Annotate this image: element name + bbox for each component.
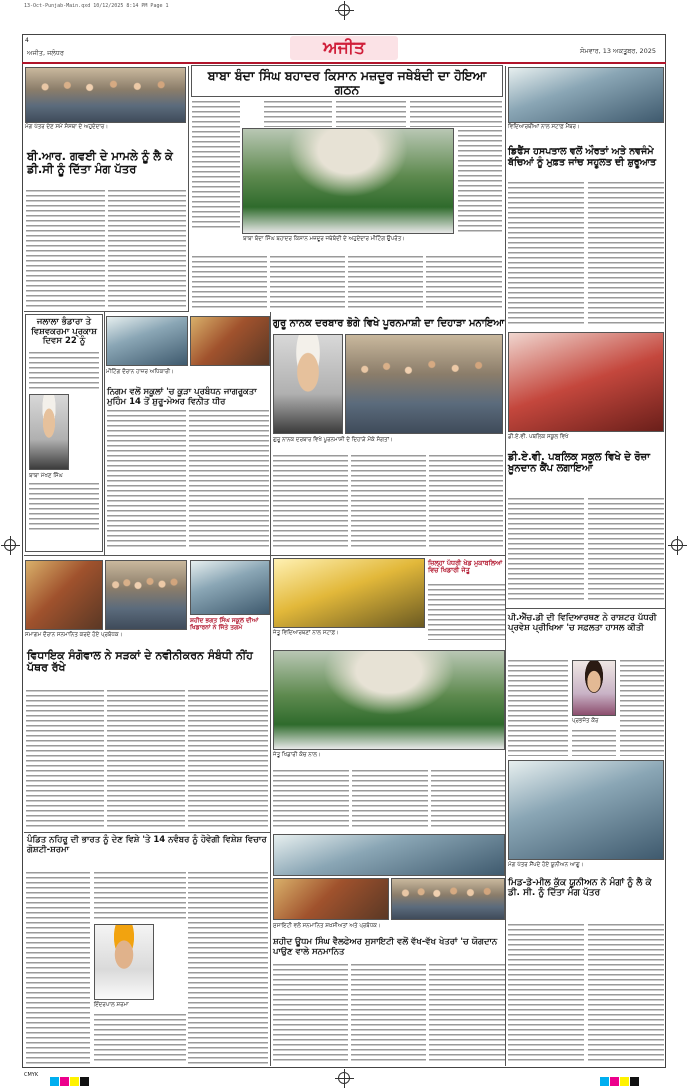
headline-yellowbox: ਜ਼ਿਲ੍ਹਾ ਪੱਧਰੀ ਖੇਡ ਮੁਕਾਬਲਿਆਂ ਵਿਚ ਖਿਡਾਰੀ ਜੇਤੂ — [428, 559, 503, 575]
headline-school-players: ਸ਼ਹੀਦ ਭਗਤ ਸਿੰਘ ਸਕੂਲ ਦੀਆਂ ਖਿਡਾਰਨਾਂ ਨੇ ਜਿੱਤੇ ਤਗਮੇ — [190, 617, 259, 631]
headline-dav: ਡੀ.ਏ.ਵੀ. ਪਬਲਿਕ ਸਕੂਲ ਵਿਖੇ ਦੇ ਰੋਜ਼ਾ ਖ਼ੂਨਦਾਨ ਕੈਂਪ ਲਗਾਇਆ — [508, 452, 650, 475]
photo-lead-jathebandi — [242, 128, 454, 234]
body-text-col — [270, 256, 345, 308]
body-text-col — [429, 455, 503, 550]
headline-vidhayak: ਵਿਧਾਇਕ ਸੰਗੋਵਾਲ ਨੇ ਸੜਕਾਂ ਦੇ ਨਵੀਨੀਕਰਨ ਸੰਬੰਧੀ ਨੀਂਹ ਪੱਥਰ ਰੱਖੇ — [27, 649, 253, 675]
photo-meeting-2 — [190, 316, 270, 366]
headline-gurunanak: ਗੁਰੂ ਨਾਨਕ ਦਰਬਾਰ ਭੋਗੇ ਵਿਖੇ ਪੂਰਨਮਾਸ਼ੀ ਦਾ ਦਿਹਾੜਾ ਮਨਾਇਆ — [273, 318, 505, 329]
body-text-col — [94, 872, 186, 920]
black-swatch — [80, 1077, 89, 1086]
body-text-col — [588, 498, 664, 603]
caption-lead: ਬਾਬਾ ਬੰਦਾ ਸਿੰਘ ਬਹਾਦਰ ਕਿਸਾਨ ਮਜ਼ਦੂਰ ਜਥੇਬੰਦੀ ਦੇ ਅਹੁਦੇਦਾਰ ਮੀਟਿੰਗ ਉਪਰੰਤ। — [243, 236, 405, 242]
caption-dav: ਡੀ.ਏ.ਵੀ. ਪਬਲਿਕ ਸਕੂਲ ਵਿਖੇ — [508, 434, 569, 440]
photo-baba-portrait — [29, 394, 69, 470]
photo-school — [190, 560, 270, 615]
body-text-col — [264, 101, 332, 127]
body-text-col — [508, 660, 568, 756]
caption-society: ਸੁਸਾਇਟੀ ਵਲੋਂ ਸਨਮਾਨਿਤ ਸ਼ਖ਼ਸੀਅਤਾਂ ਅਤੇ ਪ੍ਰਬੰਧਕ। — [273, 923, 381, 929]
photo-event-2 — [105, 560, 187, 630]
column-rule — [270, 312, 271, 1066]
body-text-col — [26, 190, 105, 307]
body-text-col — [188, 872, 268, 1064]
photo-sports-winners — [273, 558, 425, 628]
body-text-col — [351, 455, 426, 550]
photo-event-1 — [25, 560, 103, 630]
headline-nigam: ਨਿਗਮ ਵਲੋਂ ਸਕੂਲਾਂ 'ਚ ਕੂੜਾ ਪ੍ਰਬੰਧਨ ਜਾਗਰੂਕਤਾ ਮੁਹਿੰਮ 14 ਤੋਂ ਸ਼ੁਰੂ-ਮੇਅਰ ਵਿਨੀਤ ਧੀਰ — [107, 387, 257, 407]
body-text-col — [273, 964, 348, 1064]
body-text-col — [192, 256, 267, 308]
body-text-col — [29, 352, 99, 392]
headline-lead: ਬਾਬਾ ਬੰਦਾ ਸਿੰਘ ਬਹਾਦਰ ਕਿਸਾਨ ਮਜ਼ਦੂਰ ਜਥੇਬੰਦੀ ਦਾ ਹੋਇਆ ਗਠਨ — [207, 68, 487, 97]
body-text-col — [192, 101, 240, 231]
body-text-col — [107, 410, 186, 550]
body-text-col — [508, 924, 584, 1064]
body-text-col — [410, 101, 502, 127]
registration-mark-bottom — [338, 1072, 350, 1084]
column-rule — [188, 66, 189, 312]
photo-midday-union — [508, 760, 664, 860]
photo-athletes — [273, 650, 505, 750]
body-text-col — [508, 182, 584, 326]
body-text-col — [508, 498, 584, 603]
magenta-swatch — [610, 1077, 619, 1086]
photo-society-3 — [391, 878, 505, 920]
masthead — [22, 34, 666, 62]
divider — [24, 832, 270, 833]
photo-society-2 — [273, 878, 389, 920]
yellow-swatch — [70, 1077, 79, 1086]
registration-mark-right — [671, 539, 683, 551]
body-text-col — [94, 1014, 186, 1064]
body-text-col — [588, 924, 664, 1064]
caption-midday: ਮੰਗ ਪੱਤਰ ਸੌਂਪਦੇ ਹੋਏ ਯੂਨੀਅਨ ਆਗੂ। — [508, 862, 584, 868]
issue-date: ਸੋਮਵਾਰ, 13 ਅਕਤੂਬਰ, 2025 — [580, 47, 656, 55]
photo-sangat — [345, 334, 503, 434]
body-text-col — [352, 770, 428, 828]
body-text-col — [348, 256, 423, 308]
cyan-swatch — [600, 1077, 609, 1086]
headline-society: ਸ਼ਹੀਦ ਊਧਮ ਸਿੰਘ ਵੈਲਫੇਅਰ ਸੁਸਾਇਟੀ ਵਲੋਂ ਵੱਖ-ਵੱਖ ਖੇਤਰਾਂ 'ਚ ਯੋਗਦਾਨ ਪਾਉਣ ਵਾਲੇ ਸਨਮਾਨਿਤ — [273, 937, 498, 957]
magenta-swatch — [60, 1077, 69, 1086]
print-slug: 13-Oct-Punjab-Main.qxd 10/12/2025 8:14 PM Page 1 — [24, 3, 169, 9]
body-text-col — [26, 872, 90, 1064]
photo-hospital-staff — [508, 67, 664, 123]
divider — [24, 311, 188, 312]
body-text-col — [336, 101, 406, 127]
lead-headline-box — [191, 65, 503, 97]
photo-blood-donation — [508, 332, 664, 432]
body-text-col — [429, 964, 505, 1064]
body-text-col — [189, 410, 269, 550]
photo-student-portrait — [572, 660, 616, 716]
color-bar — [50, 1071, 90, 1089]
photo-sharma-portrait — [94, 924, 154, 1000]
body-text-col — [620, 660, 664, 756]
yellow-swatch — [620, 1077, 629, 1086]
color-bar-right — [600, 1071, 640, 1089]
caption-baba: ਬਾਬਾ ਮੱਖਣ ਸਿੰਘ — [29, 472, 63, 479]
body-text-col — [588, 182, 664, 326]
column-rule — [104, 312, 105, 556]
newspaper-logo: ਅਜੀਤ — [323, 38, 365, 58]
body-text-col — [29, 483, 99, 533]
photo-society-1 — [273, 834, 505, 876]
divider — [24, 555, 506, 556]
caption-gurunanak: ਗੁਰੂ ਨਾਨਕ ਦਰਬਾਰ ਵਿਖੇ ਪੂਰਨਮਾਸ਼ੀ ਦੇ ਦਿਹਾੜੇ ਮੌਕੇ ਸੰਗਤਾਂ। — [273, 437, 393, 443]
body-text-col — [107, 690, 185, 828]
divider — [506, 608, 666, 609]
photo-memorandum-group — [25, 67, 186, 123]
photo-meeting-1 — [106, 316, 188, 366]
body-text-col — [431, 770, 505, 828]
headline-midday: ਮਿਡ-ਡੇ-ਮੀਲ ਕੁੱਕ ਯੂਨੀਅਨ ਨੇ ਮੰਗਾਂ ਨੂੰ ਲੈ ਕੇ ਡੀ. ਸੀ. ਨੂੰ ਦਿੱਤਾ ਮੰਗ ਪੱਤਰ — [508, 878, 652, 899]
headline-bhandara: ਜਲਾਲਾ ਭੰਡਾਰਾ ਤੇ ਵਿਸ਼ਵਕਰਮਾ ਪ੍ਰਕਾਸ਼ ਦਿਵਸ 22 ਨੂੰ — [31, 317, 97, 347]
headline-gavai-memorandum: ਬੀ.ਆਰ. ਗਵਈ ਦੇ ਮਾਮਲੇ ਨੂੰ ਲੈ ਕੇ ਡੀ.ਸੀ ਨੂੰ ਦਿੱਤਾ ਮੰਗ ਪੱਤਰ — [27, 149, 173, 176]
caption-athletes: ਜੇਤੂ ਖਿਡਾਰੀ ਕੋਚ ਨਾਲ। — [273, 752, 321, 758]
registration-mark-left — [4, 539, 16, 551]
caption-memorandum: ਮੰਗ ਪੱਤਰ ਦੇਣ ਸਮੇਂ ਸੰਸਥਾ ਦੇ ਅਹੁਦੇਦਾਰ। — [25, 124, 109, 130]
body-text-col — [458, 130, 502, 234]
section-label: ਅਜੀਤ, ਜਲੰਧਰ — [27, 49, 64, 57]
registration-mark-top — [338, 4, 350, 16]
headline-nehru: ਪੰਡਿਤ ਨਹਿਰੂ ਦੀ ਭਾਰਤ ਨੂੰ ਦੇਣ ਵਿਸ਼ੇ 'ਤੇ 14 ਨਵੰਬਰ ਨੂੰ ਹੋਵੇਗੀ ਵਿਸ਼ੇਸ਼ ਵਿਚਾਰ ਗੋਸ਼ਟੀ-ਸ਼ਰਮਾ — [27, 835, 267, 855]
body-text-col — [26, 690, 104, 828]
caption-student: ਪ੍ਰਭਜੋਤ ਕੌਰ — [572, 718, 599, 724]
body-text-col — [428, 584, 506, 640]
body-text-col — [426, 256, 502, 308]
cmyk-label: CMYK — [24, 1072, 39, 1078]
caption-sharma: ਇੰਦਰਪਾਲ ਸ਼ਰਮਾ — [94, 1002, 129, 1008]
body-text-col — [572, 730, 616, 756]
page-number: 4 — [25, 37, 29, 44]
cyan-swatch — [50, 1077, 59, 1086]
caption-hospital: ਵਿਦਿਆਰਥੀਆਂ ਨਾਲ ਸਟਾਫ਼ ਮੈਂਬਰ। — [508, 124, 580, 130]
body-text-col — [188, 690, 268, 828]
body-text-col — [273, 455, 348, 550]
body-text-col — [273, 770, 349, 828]
caption-event: ਸਮਾਗਮ ਦੌਰਾਨ ਸਨਮਾਨਿਤ ਕਰਦੇ ਹੋਏ ਪ੍ਰਬੰਧਕ। — [25, 632, 123, 638]
black-swatch — [630, 1077, 639, 1086]
caption-yellowbox: ਜੇਤੂ ਵਿਦਿਆਰਥਣਾਂ ਨਾਲ ਸਟਾਫ਼। — [273, 630, 339, 636]
photo-sant-portrait — [273, 334, 343, 434]
body-text-col — [108, 190, 186, 307]
box-bhandara — [25, 314, 103, 552]
masthead-rule — [22, 62, 666, 64]
caption-meeting: ਮੀਟਿੰਗ ਦੌਰਾਨ ਹਾਜ਼ਰ ਅਧਿਕਾਰੀ। — [106, 369, 174, 375]
logo-box — [290, 36, 398, 60]
headline-defence-hospital: ਡਿਫੈਂਸ ਹਸਪਤਾਲ ਵਲੋਂ ਔਰਤਾਂ ਅਤੇ ਨਵਜੰਮੇ ਬੱਚਿਆਂ ਨੂੰ ਮੁਫ਼ਤ ਜਾਂਚ ਸਹੂਲਤ ਦੀ ਸ਼ੁਰੂਆਤ — [508, 146, 657, 168]
column-rule — [505, 66, 506, 1066]
headline-pu-exam: ਪੀ.ਐੱਚ.ਡੀ ਦੀ ਵਿਦਿਆਰਥਣ ਨੇ ਰਾਸ਼ਟਰ ਪੱਧਰੀ ਪ੍ਰਵੇਸ਼ ਪ੍ਰੀਖਿਆ 'ਚ ਸਫ਼ਲਤਾ ਹਾਸਲ ਕੀਤੀ — [508, 613, 657, 633]
body-text-col — [351, 964, 426, 1064]
